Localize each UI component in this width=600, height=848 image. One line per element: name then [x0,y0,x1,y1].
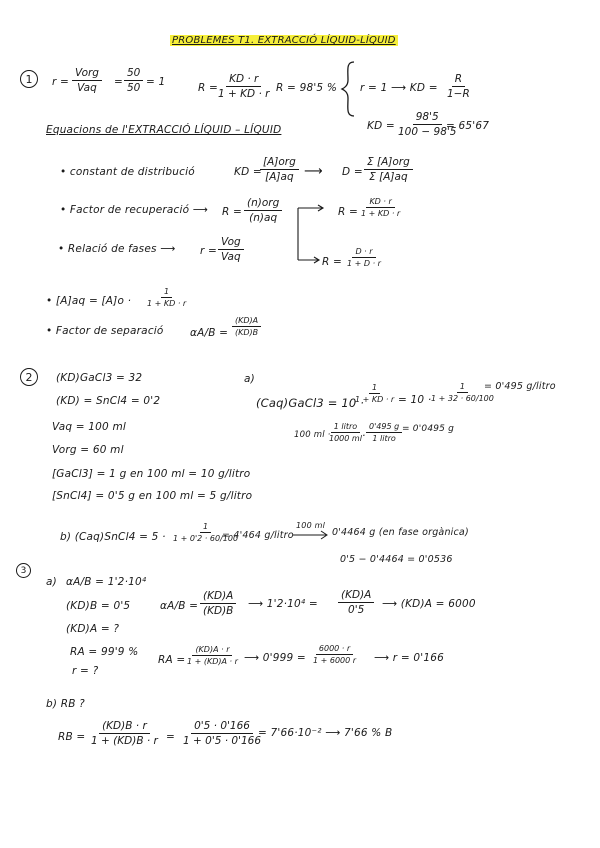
aqueous-concentration-numerator: 1 [161,287,172,298]
bullet-recovery-factor: • Factor de recuperació ⟶ [60,204,209,216]
arrow-icon: ⟶ [304,164,323,179]
mass-conversion-lhs: 100 ml · [294,430,331,440]
kd-definition-numerator: [A]org [260,156,299,170]
recovery-D-numerator: D · r [352,247,375,258]
R-fraction [215,73,272,100]
alpha-eq-fraction-2 [338,589,374,616]
kda-result: ⟶ (KD)A = 6000 [382,598,476,610]
caq-sncl4-numerator: 1 [200,522,211,533]
alpha-numerator: (KD)A [232,316,261,327]
D-denominator: Σ [A]aq [369,171,408,183]
kd-formula-fraction [444,73,473,100]
problem-2-number: 2 [20,368,38,386]
bullet-separation-factor: • Factor de separació [46,325,164,337]
alpha-lhs: αA/B = [190,327,229,339]
RB-denominator: 1 + (KD)B · r [91,735,158,747]
recovery-kd-numerator: KD · r [366,197,394,208]
recovery-fraction [244,197,282,224]
part-b-rb-question: b) RB ? [46,698,85,710]
alpha-eq-lhs: αA/B = [160,600,199,612]
recovery-numerator: (n)org [244,197,282,211]
gacl3-concentration: [GaCl3] = 1 g en 100 ml = 10 g/litro [52,468,251,480]
bullet-phase-ratio: • Relació de fases ⟶ [58,243,176,255]
D-fraction [364,156,413,183]
RB-value-numerator: 0'5 · 0'166 [191,720,253,734]
kd-lhs: KD = [367,120,395,132]
organic-volume: Vorg = 60 ml [52,444,124,456]
r-equals: = [114,76,123,88]
page-title: PROBLEMES T1. EXTRACCIÓ LÍQUID-LÍQUID [172,35,396,46]
liter-conversion-numerator: 1 litro [331,422,360,433]
R-value: R = 98'5 % [276,82,338,94]
r-result: = 1 [146,76,166,88]
arrow-right-icon [292,530,330,540]
problem-3-number: 3 [16,563,31,578]
phase-ratio-numerator: Vog [218,236,244,250]
mass-conversion-result: = 0'0495 g [402,424,455,434]
r-unknown: r = ? [72,665,99,677]
D-lhs: D = [342,166,363,178]
RA-lhs: RA = [158,654,186,666]
r-kd-relation: r = 1 ⟶ KD = [360,82,438,94]
organic-phase-mass: 0'4464 g (en fase orgànica) [332,527,469,538]
mass-conversion-denominator: 1 litro [372,434,396,443]
liter-conversion-denominator: 1000 ml [329,434,362,443]
R-lhs: R = [198,82,219,94]
curly-brace [340,60,360,118]
RB-equals: = [166,731,175,743]
kd-result: = 65'67 [446,120,490,132]
bullet-aqueous-concentration: • [A]aq = [A]o · [46,295,132,307]
RB-numerator: (KD)B · r [99,720,150,734]
caq-gacl3-equals: = 10 · [398,394,432,406]
aqueous-volume: Vaq = 100 ml [52,421,127,433]
kd-formula-numerator: R [452,73,465,87]
recovery-D-denominator: 1 + D · r [347,259,381,268]
alpha-given: αA/B = 1'2·10⁴ [66,576,147,588]
mass-conversion-dot: · [362,430,366,442]
bullet-distribution-constant: • constant de distribució [60,166,195,178]
RA-denominator-2: 1 + 6000 r [313,656,357,665]
caq-gacl3-value-denominator: 1 + 32 · 60/100 [431,394,494,403]
RA-fraction [184,645,241,666]
phase-ratio-lhs: r = [200,245,218,257]
r-denominator: Vaq [77,82,97,94]
aqueous-concentration-denominator: 1 + KD · r [147,299,187,308]
R-denominator: 1 + KD · r [218,88,270,100]
D-numerator: Σ [A]org [364,156,413,170]
recovery-R2-lhs: R = [338,206,359,218]
r-numerator: Vorg [72,67,102,81]
caq-gacl3-denominator: 1 + KD · r [355,395,395,404]
kd-definition-denominator: [A]aq [265,171,294,183]
alpha-eq-numerator: (KD)A [200,590,236,604]
r-fraction-values [124,67,143,94]
recovery-D-fraction [344,247,384,268]
alpha-eq-step: ⟶ 1'2·10⁴ = [248,598,318,610]
alpha-fraction [232,316,261,337]
kd-formula-denominator: 1−R [447,88,470,100]
caq-gacl3-fraction [352,383,397,404]
alpha-eq-denominator: (KD)B [203,605,234,617]
kd-definition-fraction [260,156,299,183]
mass-conversion-fraction [366,422,402,443]
ra-given: RA = 99'9 % [70,646,139,658]
kd-gacl3: (KD)GaCl3 = 32 [56,372,143,384]
RA-step: ⟶ 0'999 = [244,652,306,664]
sncl4-concentration: [SnCl4] = 0'5 g en 100 ml = 5 g/litro [52,490,253,502]
alpha-eq-fraction [200,590,236,617]
alpha-eq-numerator-2: (KD)A [338,589,374,603]
r-result-p3: ⟶ r = 0'166 [374,652,444,664]
aqueous-remaining-mass: 0'5 − 0'4464 = 0'0536 [340,554,453,565]
mass-conversion-numerator: 0'495 g [366,422,402,433]
R-numerator: KD · r [226,73,261,87]
RA-fraction-2 [310,644,359,665]
kda-unknown: (KD)A = ? [66,623,120,635]
recovery-denominator: (n)aq [249,212,278,224]
caq-gacl3-numerator: 1 [369,383,380,394]
aqueous-concentration-fraction [144,287,189,308]
RB-fraction [88,720,161,747]
RA-denominator: 1 + (KD)A · r [187,657,238,666]
RB-lhs: RB = [58,731,86,743]
r-numerator-value: 50 [124,67,143,81]
RA-numerator: (KD)A · r [192,645,232,656]
RB-result: = 7'66·10⁻² ⟶ 7'66 % B [258,727,393,739]
recovery-kd-denominator: 1 + KD · r [361,209,401,218]
recovery-D-lhs: R = [322,256,343,268]
caq-gacl3-value-numerator: 1 [457,382,468,393]
RB-value-fraction [180,720,264,747]
bracket-arrows [296,204,336,264]
liter-conversion-fraction [326,422,365,443]
caq-sncl4-result: = 4'464 g/litro [222,530,294,541]
RA-numerator-2: 6000 · r [316,644,353,655]
r-denominator-value: 50 [127,82,141,94]
kd-value-denominator: 100 − 98'5 [398,126,457,138]
kd-value-numerator: 98'5 [413,111,442,125]
equations-heading: Equacions de l'EXTRACCIÓ LÍQUID – LÍQUID [46,124,282,136]
problem-1-number: 1 [20,70,38,88]
kdb-given: (KD)B = 0'5 [66,600,131,612]
recovery-kd-fraction [358,197,403,218]
caq-gacl3-result: = 0'495 g/litro [484,381,556,392]
arrow-volume-label: 100 ml [296,521,326,530]
caq-sncl4-denominator: 1 + 0'2 · 60/100 [173,534,239,543]
kd-definition-lhs: KD = [234,166,262,178]
part-a-label: a) [244,373,255,385]
phase-ratio-denominator: Vaq [221,251,241,263]
alpha-denominator: (KD)B [235,328,259,337]
r-fraction [72,67,102,94]
r-lhs: r = [52,76,70,88]
caq-gacl3-lhs: (Caq)GaCl3 = 10 · [256,396,365,410]
part-b-caq-sncl4-lhs: b) (Caq)SnCl4 = 5 · [60,531,166,543]
kd-sncl4: (KD) = SnCl4 = 0'2 [56,395,161,407]
alpha-eq-denominator-2: 0'5 [348,604,365,616]
phase-ratio-fraction [218,236,244,263]
recovery-R-lhs: R = [222,206,243,218]
part-a-label-p3: a) [46,576,57,588]
RB-value-denominator: 1 + 0'5 · 0'166 [183,735,262,747]
